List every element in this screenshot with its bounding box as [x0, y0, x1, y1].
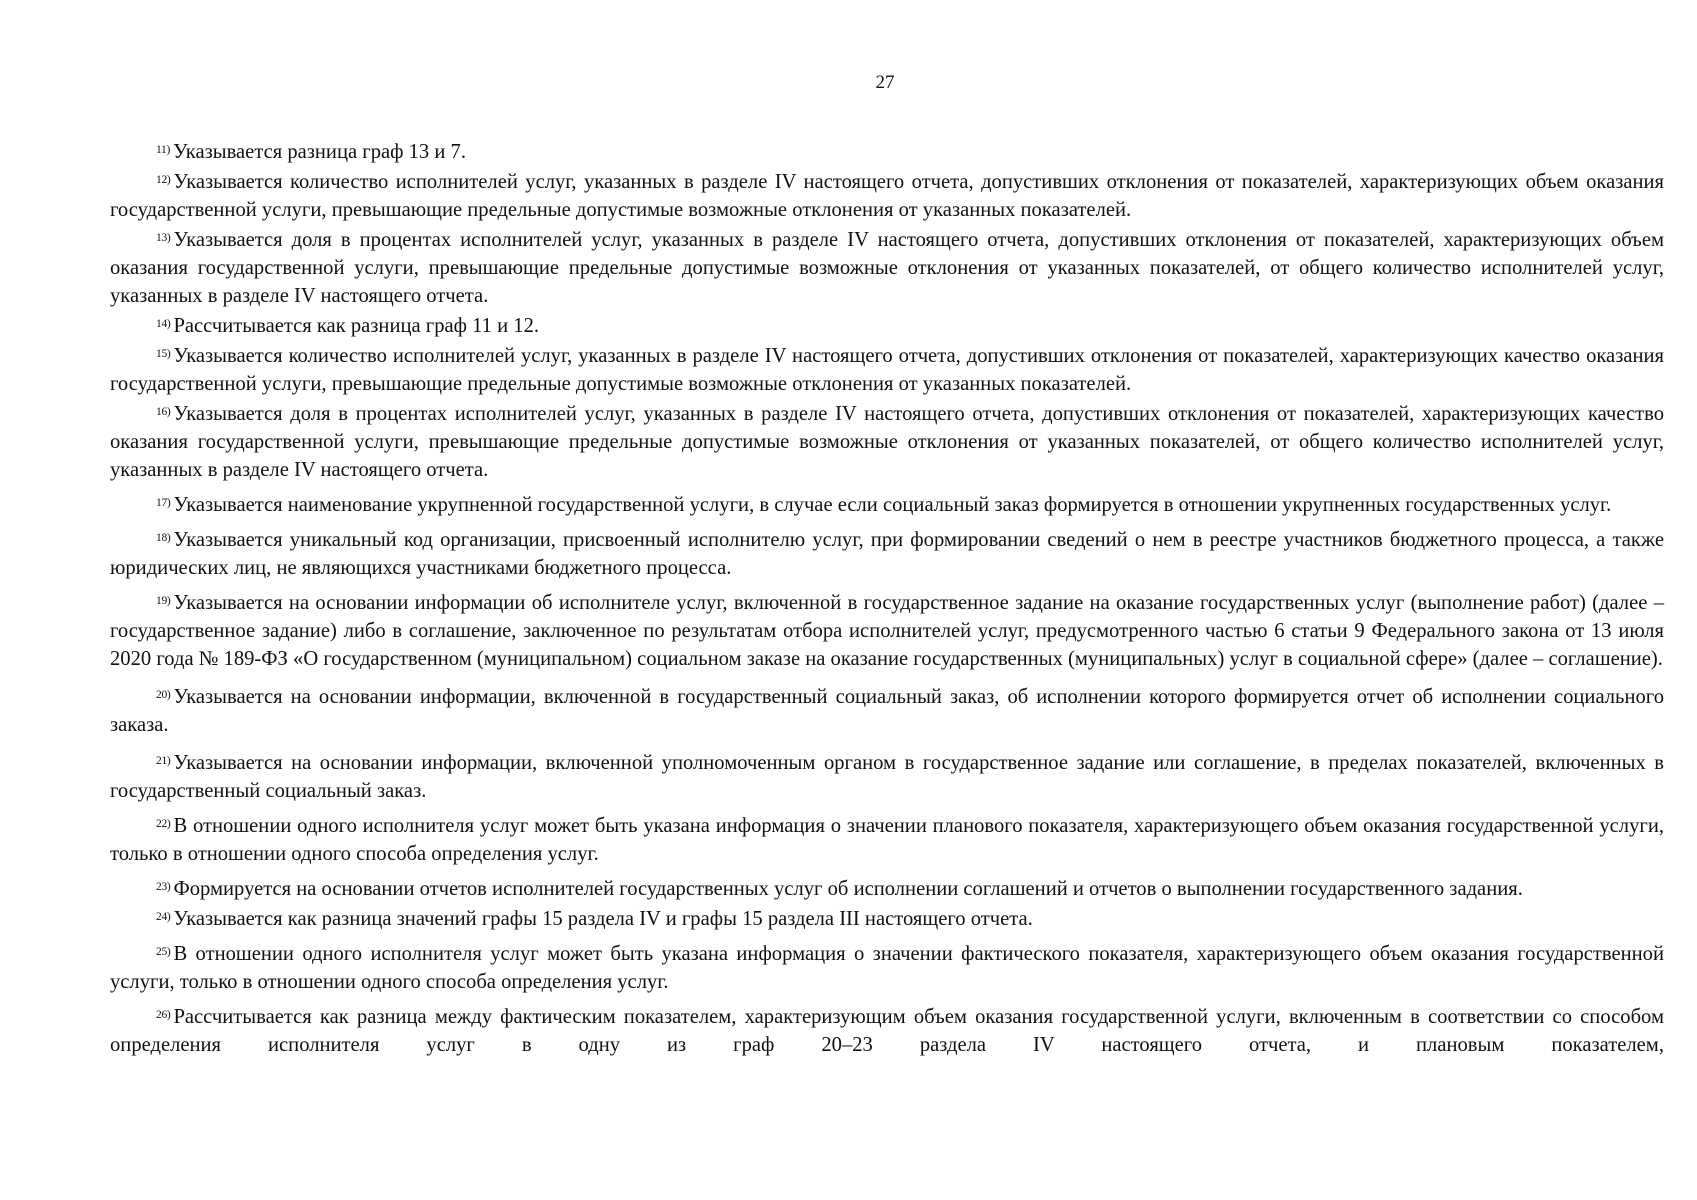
footnote-11 [110, 136, 1664, 166]
footnote-text: Указывается на основании информации об исполнителе услуг, включенной в государственное задание на оказание государственных услуг (выполнение работ) (далее – государственное задание) либо в соглашение, заключенное по результатам отбора исполнителей услуг, предусмотренного частью 6 статьи 9 Федерального закона от 13 июля 2020 года № 189-ФЗ «О государственном (муниципальном) социальном заказе на оказание государственных (муниципальных) услуг в социальной сфере» (далее – соглашение). [110, 592, 1664, 670]
footnote-text: Указывается разница граф 13 и 7. [173, 141, 466, 163]
footnote-text: Указывается уникальный код организации, присвоенный исполнителю услуг, при формировании сведений о нем в реестре участников бюджетного процесса, а также юридических лиц, не являющихся участниками бюджетного процесса. [110, 529, 1664, 579]
footnote-mark: 14) [156, 318, 171, 330]
footnote-mark: 15) [156, 348, 171, 360]
footnote-text: Рассчитывается как разница граф 11 и 12. [173, 315, 540, 337]
footnote-text: Указывается доля в процентах исполнителей услуг, указанных в разделе IV настоящего отчета, допустивших отклонения от показателей, характеризующих объем оказания государственной услуги, превышающие предельные допустимые возможные отклонения от указанных показателей, от общего количество исполнителей услуг, указанных в разделе IV настоящего отчета. [110, 229, 1664, 307]
footnote-mark: 25) [156, 946, 171, 958]
footnote-text: Указывается на основании информации, включенной в государственный социальный заказ, об исполнении которого формируется отчет об исполнении социального заказа. [110, 686, 1664, 736]
footnote-text: В отношении одного исполнителя услуг может быть указана информация о значении планового показателя, характеризующего объем оказания государственной услуги, только в отношении одного способа определения услуг. [110, 815, 1664, 865]
footnote-mark: 12) [156, 174, 171, 186]
footnote-text: Указывается количество исполнителей услуг, указанных в разделе IV настоящего отчета, допустивших отклонения от показателей, характеризующих объем оказания государственной услуги, превышающие предельные допустимые возможные отклонения от указанных показателей. [110, 171, 1664, 221]
footnote-mark: 17) [156, 497, 171, 509]
footnote-25 [110, 938, 1664, 996]
footnote-mark: 20) [156, 689, 171, 701]
footnote-text: Указывается количество исполнителей услуг, указанных в разделе IV настоящего отчета, допустивших отклонения от показателей, характеризующих качество оказания государственной услуги, превышающие предельные допустимые возможные отклонения от указанных показателей. [110, 345, 1664, 395]
footnote-mark: 24) [156, 911, 171, 923]
footnote-text: Указывается на основании информации, включенной уполномоченным органом в государственное задание или соглашение, в пределах показателей, включенных в государственный социальный заказ. [110, 752, 1664, 802]
footnote-24 [110, 903, 1664, 933]
footnote-mark: 26) [156, 1009, 171, 1021]
footnote-text: В отношении одного исполнителя услуг может быть указана информация о значении фактического показателя, характеризующего объем оказания государственной услуги, только в отношении одного способа определения услуг. [110, 943, 1664, 993]
footnotes-list [110, 136, 1664, 1059]
footnote-text: Формируется на основании отчетов исполнителей государственных услуг об исполнении соглашений и отчетов о выполнении государственного задания. [173, 878, 1523, 900]
footnote-mark: 18) [156, 532, 171, 544]
footnote-mark: 16) [156, 406, 171, 418]
footnote-19 [110, 587, 1664, 673]
footnote-text: Указывается доля в процентах исполнителей услуг, указанных в разделе IV настоящего отчета, допустивших отклонения от показателей, характеризующих качество оказания государственной услуги, превышающие предельные допустимые возможные отклонения от указанных показателей, от общего количество исполнителей услуг, указанных в разделе IV настоящего отчета. [110, 403, 1664, 481]
footnote-15 [110, 340, 1664, 398]
page-number: 27 [875, 72, 895, 93]
footnote-mark: 11) [156, 144, 171, 156]
footnote-23 [110, 873, 1664, 903]
footnote-mark: 22) [156, 818, 171, 830]
footnote-18 [110, 524, 1664, 582]
footnote-14 [110, 310, 1664, 340]
footnote-20 [110, 681, 1664, 739]
footnote-text: Указывается наименование укрупненной государственной услуги, в случае если социальный заказ формируется в отношении укрупненных государственных услуг. [173, 494, 1612, 516]
footnote-mark: 21) [156, 755, 171, 767]
footnote-text: Указывается как разница значений графы 15 раздела IV и графы 15 раздела III настоящего отчета. [173, 908, 1033, 930]
footnote-mark: 13) [156, 232, 171, 244]
footnote-12 [110, 166, 1664, 224]
footnote-mark: 23) [156, 881, 171, 893]
footnote-mark: 19) [156, 595, 171, 607]
footnote-21 [110, 747, 1664, 805]
footnote-13 [110, 224, 1664, 310]
footnote-text: Рассчитывается как разница между фактическим показателем, характеризующим объем оказания государственной услуги, включенным в соответствии со способом определения исполнителя услуг в одну из граф 20–23 раздела IV настоящего отчета, и плановым показателем, [110, 1006, 1664, 1056]
footnote-26 [110, 1001, 1664, 1059]
footnote-22 [110, 810, 1664, 868]
footnote-17 [110, 489, 1664, 519]
footnote-16 [110, 398, 1664, 484]
